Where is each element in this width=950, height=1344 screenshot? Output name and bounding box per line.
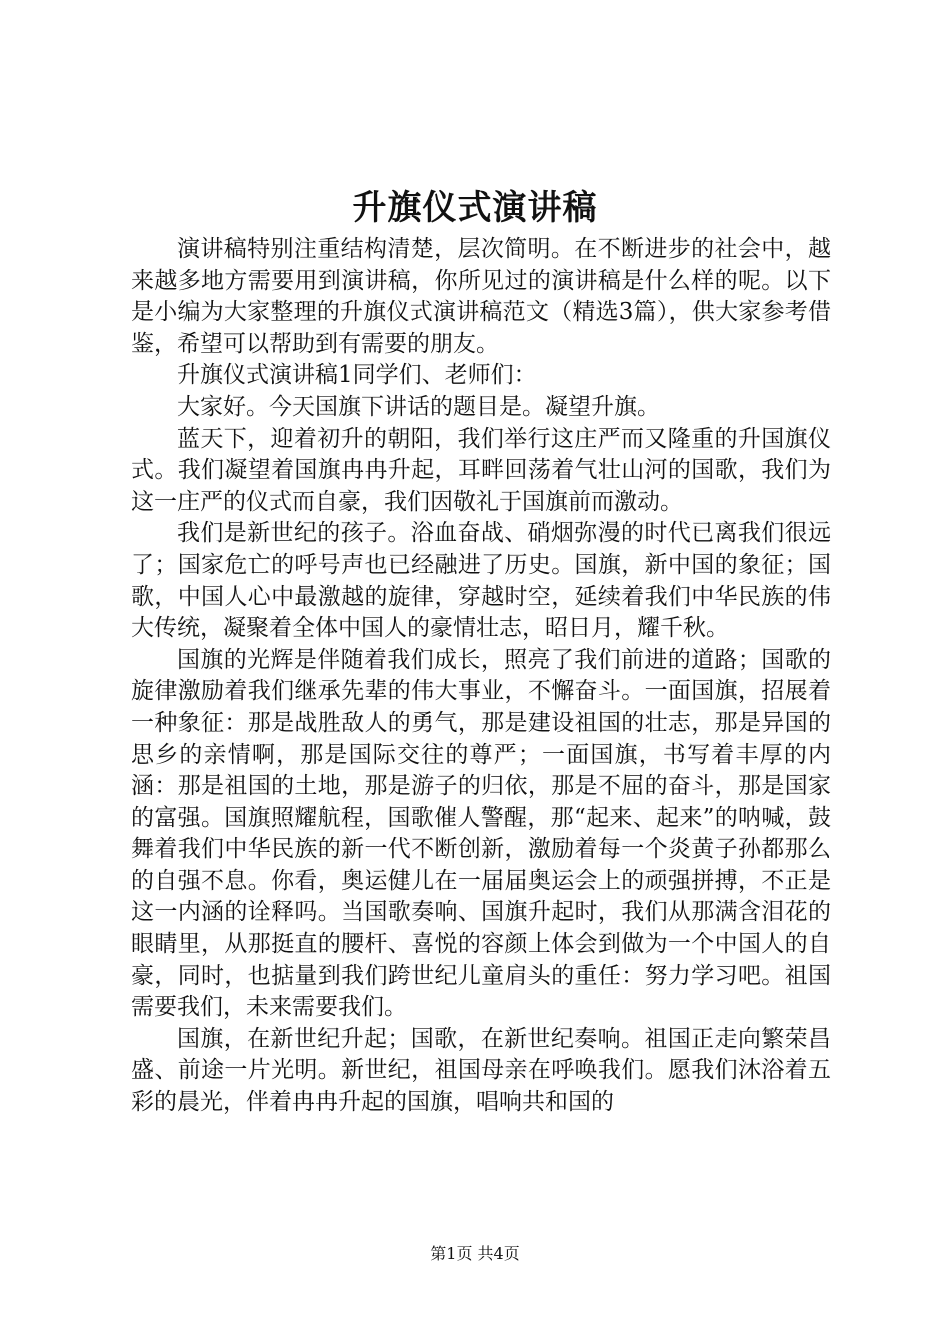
paragraph-new-century: 我们是新世纪的孩子。浴血奋战、硝烟弥漫的时代已离我们很远了；国家危亡的呼号声也已经融进了历史。国旗，新中国的象征；国歌，中国人心中最激越的旋律，穿越时空，延续着我们中华民族的伟大传统，凝聚着全体中国人的豪情壮志，昭日月，耀千秋。 xyxy=(131,520,831,642)
paragraph-closing: 国旗，在新世纪升起；国歌，在新世纪奏响。祖国正走向繁荣昌盛、前途一片光明。新世纪，祖国母亲在呼唤我们。愿我们沐浴着五彩的晨光，伴着冉冉升起的国旗，唱响共和国的 xyxy=(131,1025,831,1116)
paragraph-greeting: 大家好。今天国旗下讲话的题目是。凝望升旗。 xyxy=(177,393,660,420)
document-title: 升旗仪式演讲稿 xyxy=(352,188,598,228)
paragraph-flag-glory: 国旗的光辉是伴随着我们成长，照亮了我们前进的道路；国歌的旋律激励着我们继承先辈的伟大事业，不懈奋斗。一面国旗，招展着一种象征：那是战胜敌人的勇气，那是建设祖国的壮志，那是异国的思乡的亲情啊，那是国际交往的尊严；一面国旗，书写着丰厚的内涵：那是祖国的土地，那是游子的归依，那是不屈的奋斗，那是国家的富强。国旗照耀航程，国歌催人警醒，那“起来、起来”的呐喊，鼓舞着我们中华民族的新一代不断创新，激励着每一个炎黄子孙都那么的自强不息。你看，奥运健儿在一届届奥运会上的顽强拼搏，不正是这一内涵的诠释吗。当国歌奏响、国旗升起时，我们从那满含泪花的眼睛里，从那挺直的腰杆、喜悦的容颜上体会到做为一个中国人的自豪，同时，也掂量到我们跨世纪儿童肩头的重任：努力学习吧。祖国需要我们，未来需要我们。 xyxy=(131,646,831,1021)
paragraph-speech-heading: 升旗仪式演讲稿1同学们、老师们： xyxy=(177,362,537,389)
page-footer xyxy=(0,1244,950,1264)
document-body xyxy=(131,234,831,1119)
paragraph-ceremony: 蓝天下，迎着初升的朝阳，我们举行这庄严而又隆重的升国旗仪式。我们凝望着国旗冉冉升起，耳畔回荡着气壮山河的国歌，我们为这一庄严的仪式而自豪，我们因敬礼于国旗前而激动。 xyxy=(131,425,831,515)
page-indicator: 第1页 共4页 xyxy=(430,1244,520,1263)
paragraph-intro: 演讲稿特别注重结构清楚，层次简明。在不断进步的社会中，越来越多地方需要用到演讲稿，你所见过的演讲稿是什么样的呢。以下是小编为大家整理的升旗仪式演讲稿范文（精选3篇），供大家参考借鉴，希望可以帮助到有需要的朋友。 xyxy=(131,236,831,357)
